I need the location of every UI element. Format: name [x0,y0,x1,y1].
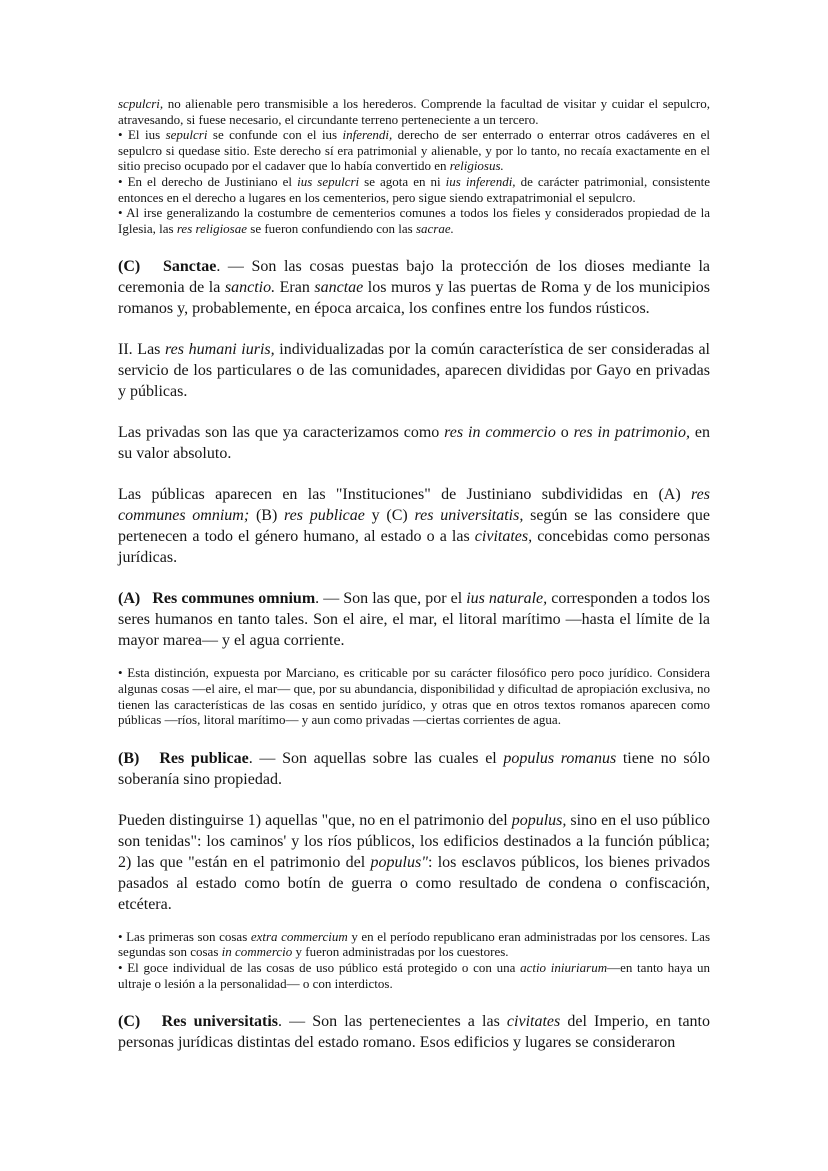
text-run: (C) Res universitatis [118,1013,279,1031]
text-run: scpulcri, [118,96,164,111]
bullet-marciano [118,665,710,727]
text-run: • Las primeras son cosas [118,928,251,944]
text-run: . — Son las que, por el [315,590,467,608]
text-run: . — Son aquellas sobre las cuales el [248,749,504,767]
text-run: Eran [275,279,315,297]
text-run: sacrae. [415,220,454,236]
text-run: • Esta distinción, expuesta por Marciano, es criticable por su carácter filosófico pero poco jurídico. Considera algunas cosas —el aire, el mar— que, por su abundancia, disponibilidad y dificultad de apropiación exclusiva, no tienen las características de las cosas en sentido jurídico, y otras que en otros textos romanos aparecen como públicas —ríos, litoral marítimo— y aun como privadas —ciertas corrientes de agua. [118,665,710,728]
text-run: Las privadas son las que ya caracterizamos como [118,424,445,442]
text-run: sanctio. [224,279,276,297]
text-run: • Al irse generalizando la costumbre de cementerios comunes a todos los fieles y considerados propiedad de la Iglesia, las [118,205,710,236]
text-run: civitates [506,1013,561,1031]
text-run: individualizadas por la común característica de ser consideradas al servicio de los particulares o de las comunidades, aparecen divididas por Gayo en privadas y públicas. [118,341,710,401]
paragraph-res-universitatis [118,1011,710,1053]
bullet-cementerios [118,205,710,236]
text-run: populus, [511,811,567,829]
text-run: (A) Res communes omnium [118,590,316,608]
text-run: res humani iuris, [165,341,275,359]
text-run: sino en el uso público son tenidas": los caminos' y los ríos públicos, los edificios destinados a la función pública; 2) las que "están en el patrimonio del [118,811,710,871]
bullet-ius-sepulcri [118,127,710,174]
text-run: religiosus. [449,158,504,174]
text-run: • El ius [118,127,166,143]
text-run: res in commercio [444,424,556,442]
text-run: se fueron confundiendo con las [247,220,416,236]
text-run: res communes omnium; [118,486,710,525]
paragraph-res-communes [118,588,710,651]
bullet-goce-individual [118,960,710,991]
text-run: y en el período republicano eran administradas por los censores. Las segundas son cosas [118,928,710,960]
text-run: no alienable pero transmisible a los herederos. Comprende la facultad de visitar y cuidar el sepulcro, atravesando, si fuese necesario, el circundante terreno perteneciente a un tercero. [118,96,710,127]
text-run: actio iniuriarum [520,959,608,975]
text-run: in commercio [221,944,293,960]
text-run: tiene no sólo soberanía sino propiedad. [118,749,710,788]
paragraph-publicas [118,484,710,568]
text-run: derecho de ser enterrado o enterrar otros cadáveres en el sepulcro si quedase sitio. Este derecho sí era patrimonial y alienable, y por lo tanto, no recaía exactamente en el sitio preciso ocupado por el cadaver que lo había convertido en [118,127,710,174]
text-run: ius naturale, [466,590,548,608]
text-run: . — Son las cosas puestas bajo la protección de los dioses mediante la ceremonia de la [118,258,710,297]
text-run: civitates, [474,528,533,546]
text-run: inferendi, [342,127,393,143]
text-run: ius inferendi, [445,173,516,189]
text-run: extra commercium [250,928,348,944]
text-run: (B) Res publicae [118,749,249,767]
text-run: Pueden distinguirse 1) aquellas "que, no en el patrimonio del [118,811,512,829]
text-run: o [555,424,574,442]
text-run: del Imperio, en tanto personas jurídicas distintas del estado romano. Esos edificios y lugares se consideraron [118,1013,711,1052]
text-run: • El goce individual de las cosas de uso público está protegido o con una [118,959,521,975]
text-run: (B) [249,507,285,525]
text-run: res publicae [284,507,365,525]
bullet-justiniano [118,174,710,205]
text-run: y (C) [364,507,415,525]
text-run: los muros y las puertas de Roma y de los municipios romanos y, probablemente, en época arcaica, los confines entre los fundos rústicos. [118,279,711,318]
text-run: concebidas como personas jurídicas. [118,528,711,567]
text-run: se agota en ni [359,173,446,189]
bullet-censores [118,929,710,960]
text-run: de carácter patrimonial, consistente entonces en el derecho a lugares en los cementerios, pero sigue siendo extrapatrimonial el sepulcro. [118,173,710,205]
paragraph-privadas [118,422,710,464]
text-run: : los esclavos públicos, los bienes privados pasados al estado como botín de guerra o como resultado de condena o confiscación, etcétera. [118,853,711,913]
text-run: sanctae [314,279,364,297]
paragraph-res-humani-iuris [118,339,710,402]
paragraph-sepulcri-continuation [118,96,710,127]
paragraph-res-publicae [118,748,710,790]
text-run: en su valor absoluto. [118,424,710,463]
text-run: según se las considere que pertenecen a todo el género humano, al estado o a las [118,507,711,546]
paragraph-distinciones [118,810,710,915]
text-run: populus romanus [503,749,617,767]
text-run: (C) Sanctae [118,258,217,276]
text-run: sepulcri [165,127,208,143]
text-run: —en tanto haya un ultraje o lesión a la personalidad— o con interdictos. [118,959,710,991]
text-run: y fueron administradas por los cuestores. [292,944,509,960]
text-run: • En el derecho de Justiniano el [118,173,298,189]
text-run: . — Son las pertenecientes a las [278,1013,507,1031]
text-run: res in patrimonio, [573,424,690,442]
text-run: populus" [370,853,428,871]
text-run: ius sepulcri [297,173,360,189]
text-run: Las públicas aparecen en las "Instituciones" de Justiniano subdivididas en (A) [118,486,692,504]
text-run: II. Las [118,341,166,359]
text-run: res religiosae [176,220,248,236]
text-run: se confunde con el ius [207,127,343,143]
text-run: corresponden a todos los seres humanos en tanto tales. Son el aire, el mar, el litoral marítimo —hasta el límite de la mayor marea— y el agua corriente. [118,590,711,650]
paragraph-sanctae [118,256,710,319]
text-run: res universitatis, [414,507,524,525]
